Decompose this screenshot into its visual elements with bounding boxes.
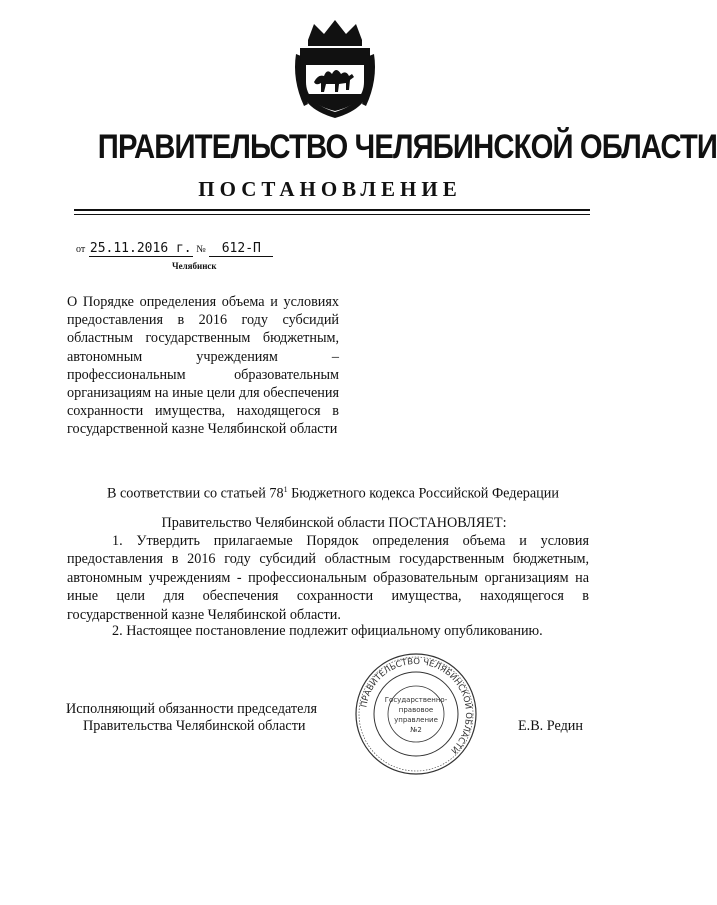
seal-line-4: №2: [410, 726, 422, 734]
government-title: ПРАВИТЕЛЬСТВО ЧЕЛЯБИНСКОЙ ОБЛАСТИ: [97, 128, 717, 166]
chelyabinsk-coat-of-arms-icon: [294, 20, 376, 120]
decree-line: Правительство Челябинской области ПОСТАНОВЛЯЕТ:: [161, 515, 507, 531]
signer-position-line1: Исполняющий обязанности председателя: [66, 701, 317, 717]
document-number: 612-П: [209, 241, 273, 257]
document-date: 25.11.2016 г.: [89, 241, 192, 256]
seal-line-3: управление: [394, 716, 438, 724]
document-subject: О Порядке определения объема и условиях предоставления в 2016 году субсидий областным государственным бюджетным, автономным учреждениям – профессиональным образовательным организациям на иные цели для обеспечения сохранности имущества, находящегося в государственной казне Челябинской области: [67, 294, 339, 438]
signer-name: Е.В. Редин: [518, 718, 583, 734]
date-prefix: от: [76, 244, 86, 255]
coat-of-arms-emblem: [294, 20, 376, 120]
basis-superscript: 1: [283, 485, 288, 494]
basis-rest: Бюджетного кодекса Российской Федерации: [287, 485, 559, 502]
basis-text: В соответствии со статьей 78: [107, 485, 284, 502]
header-rule-thick: [74, 209, 590, 211]
official-seal-icon: [352, 652, 480, 776]
document-type: ПОСТАНОВЛЕНИЕ: [198, 177, 462, 201]
legal-basis-paragraph: [67, 481, 589, 503]
seal-line-1: Государственно-: [384, 696, 448, 704]
number-prefix: №: [196, 244, 206, 255]
header-rule-thin: [74, 214, 590, 215]
official-stamp: [352, 652, 480, 776]
seal-outer-text: ПРАВИТЕЛЬСТВО ЧЕЛЯБИНСКОЙ ОБЛАСТИ: [359, 656, 474, 756]
signer-position-line2: Правительства Челябинской области: [83, 718, 306, 734]
city-label: Челябинск: [172, 261, 217, 271]
decree-item-2: 2. Настоящее постановление подлежит официальному опубликованию.: [112, 623, 543, 639]
decree-item-1: 1. Утвердить прилагаемые Порядок определения объема и условия предоставления в 2016 году субсидий областным государственным бюджетным, автономным учреждениям - профессиональным образовательным организациям на иные цели для обеспечения сохранности имущества, находящегося в государственной казне Челябинской области.: [67, 533, 589, 623]
seal-line-2: правовое: [398, 706, 434, 714]
date-number-line: [76, 241, 273, 257]
